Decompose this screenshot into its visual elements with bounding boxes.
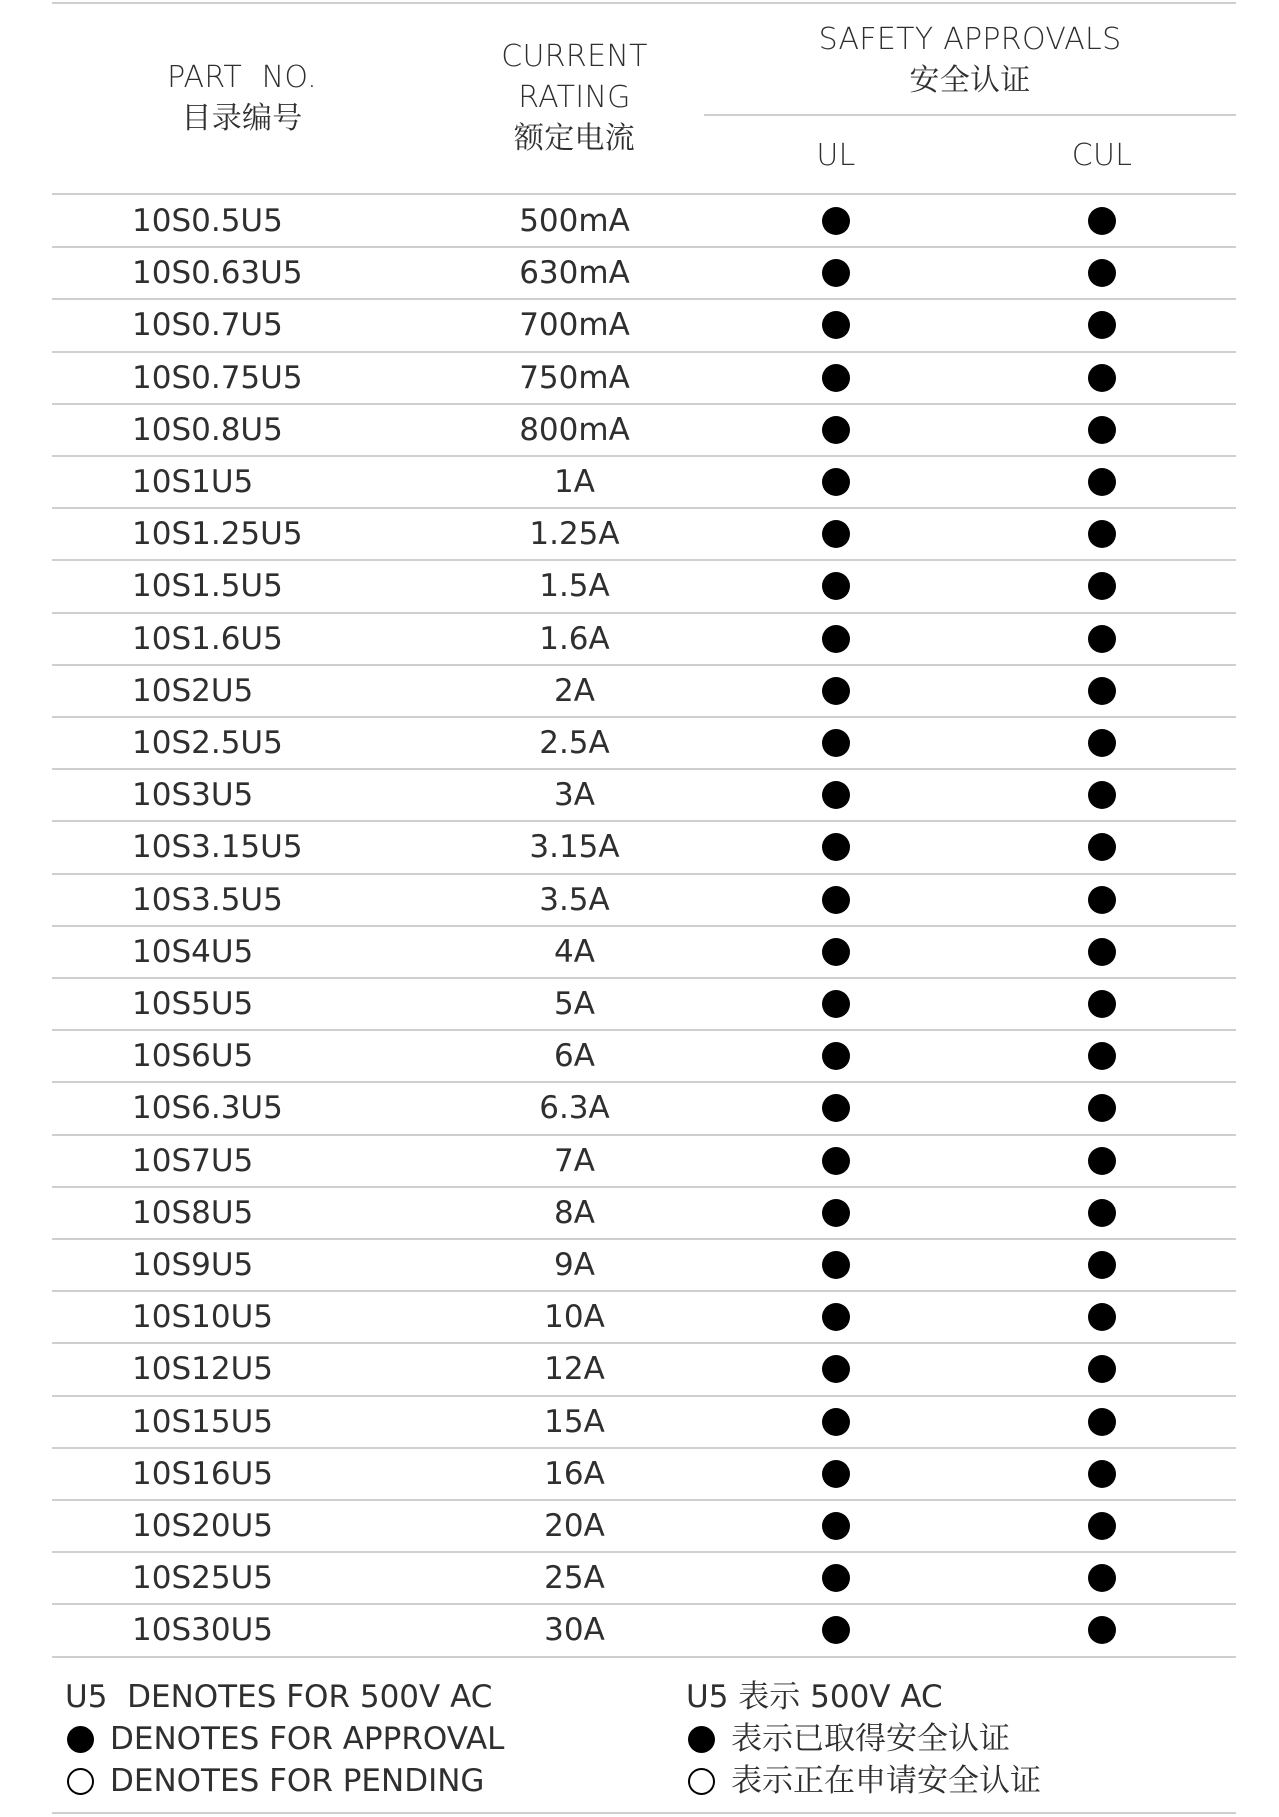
current-rating-cell: 15A xyxy=(544,1403,605,1440)
filled-circle-icon xyxy=(67,1726,94,1753)
table-row xyxy=(52,1552,1236,1604)
table-row xyxy=(52,1291,1236,1343)
table-row xyxy=(52,821,1236,873)
cul-approval-dot-icon xyxy=(1088,1251,1116,1279)
part-number-cell: 10S7U5 xyxy=(132,1142,254,1179)
part-number-cell: 10S20U5 xyxy=(132,1508,273,1544)
ul-approval-dot-icon xyxy=(822,1303,850,1331)
part-number-cell: 10S25U5 xyxy=(132,1560,273,1597)
current-rating-cell: 2A xyxy=(554,672,595,709)
current-rating-cell: 12A xyxy=(544,1351,605,1388)
table-row xyxy=(52,1396,1236,1448)
ul-approval-dot-icon xyxy=(822,1094,850,1122)
part-number-cell: 10S1U5 xyxy=(132,464,254,500)
current-rating-cell: 500mA xyxy=(519,203,630,239)
legend-zh-approval xyxy=(686,1718,1041,1760)
header-part-no xyxy=(112,57,372,139)
ul-approval-dot-icon xyxy=(822,1460,850,1488)
part-number-cell: 10S1.25U5 xyxy=(132,516,303,553)
ul-approval-dot-icon xyxy=(822,207,850,235)
ul-approval-dot-icon xyxy=(822,1251,850,1279)
current-rating-cell: 5A xyxy=(554,986,595,1022)
hollow-circle-icon xyxy=(688,1768,715,1795)
cul-approval-dot-icon xyxy=(1088,938,1116,966)
table-row xyxy=(52,1239,1236,1291)
cul-approval-dot-icon xyxy=(1088,833,1116,861)
part-number-cell: 10S3.5U5 xyxy=(132,881,283,918)
ul-approval-dot-icon xyxy=(822,1512,850,1540)
ul-approval-dot-icon xyxy=(822,886,850,914)
cul-approval-dot-icon xyxy=(1088,207,1116,235)
current-rating-cell: 1.5A xyxy=(539,568,610,605)
part-number-cell: 10S2.5U5 xyxy=(132,725,283,761)
current-rating-cell: 6A xyxy=(554,1038,595,1075)
part-number-cell: 10S8U5 xyxy=(132,1194,254,1231)
part-number-cell: 10S9U5 xyxy=(132,1247,254,1283)
header-cul: CUL xyxy=(1071,138,1133,173)
header-current-rating xyxy=(452,36,697,159)
part-number-cell: 10S1.5U5 xyxy=(132,568,283,605)
part-number-cell: 10S3.15U5 xyxy=(132,829,303,866)
row-rule xyxy=(52,1656,1236,1658)
current-rating-cell: 1.6A xyxy=(539,620,610,657)
ul-approval-dot-icon xyxy=(822,1616,850,1644)
header-safety-approvals-en: SAFETY APPROVALS xyxy=(818,22,1122,57)
ul-approval-dot-icon xyxy=(822,468,850,496)
legend-en-pending-text: DENOTES FOR PENDING xyxy=(110,1763,485,1799)
ul-approval-dot-icon xyxy=(822,833,850,861)
legend-zh-approval-text: 表示已取得安全认证 xyxy=(731,1721,1010,1757)
table-row xyxy=(52,352,1236,404)
header-safety-approvals-zh: 安全认证 xyxy=(909,63,1031,98)
header-part-no-zh: 目录编号 xyxy=(181,101,303,136)
legend-en-approval xyxy=(65,1718,504,1760)
current-rating-cell: 1A xyxy=(554,464,595,500)
cul-approval-dot-icon xyxy=(1088,520,1116,548)
part-number-cell: 10S16U5 xyxy=(132,1455,273,1492)
part-number-cell: 10S0.75U5 xyxy=(132,359,303,396)
ul-approval-dot-icon xyxy=(822,781,850,809)
ul-approval-dot-icon xyxy=(822,1147,850,1175)
legend-en-pending xyxy=(65,1760,504,1802)
cul-approval-dot-icon xyxy=(1088,625,1116,653)
ul-approval-dot-icon xyxy=(822,416,850,444)
current-rating-cell: 30A xyxy=(544,1612,605,1649)
table-row xyxy=(52,508,1236,560)
ul-approval-dot-icon xyxy=(822,311,850,339)
part-number-cell: 10S10U5 xyxy=(132,1299,273,1336)
part-number-cell: 10S2U5 xyxy=(132,672,254,709)
cul-approval-dot-icon xyxy=(1088,416,1116,444)
table-row xyxy=(52,978,1236,1030)
cul-approval-dot-icon xyxy=(1088,677,1116,705)
current-rating-cell: 700mA xyxy=(519,307,630,344)
table-row xyxy=(52,1604,1236,1656)
table-row xyxy=(52,769,1236,821)
ul-approval-dot-icon xyxy=(822,1564,850,1592)
part-number-cell: 10S6U5 xyxy=(132,1038,254,1075)
cul-approval-dot-icon xyxy=(1088,1094,1116,1122)
part-number-cell: 10S1.6U5 xyxy=(132,620,283,657)
table-row xyxy=(52,1082,1236,1134)
cul-approval-dot-icon xyxy=(1088,1512,1116,1540)
header-current-rating-zh: 额定电流 xyxy=(513,121,636,156)
part-number-cell: 10S6.3U5 xyxy=(132,1090,283,1127)
cul-approval-dot-icon xyxy=(1088,1616,1116,1644)
header-current-rating-en-1: CURRENT xyxy=(501,39,648,74)
table-row xyxy=(52,926,1236,978)
table-row xyxy=(52,665,1236,717)
ul-approval-dot-icon xyxy=(822,990,850,1018)
header-safety-approvals xyxy=(704,19,1236,101)
ul-approval-dot-icon xyxy=(822,520,850,548)
cul-approval-dot-icon xyxy=(1088,311,1116,339)
table-row xyxy=(52,195,1236,247)
cul-approval-dot-icon xyxy=(1088,1355,1116,1383)
current-rating-cell: 1.25A xyxy=(529,516,620,553)
part-number-cell: 10S0.63U5 xyxy=(132,255,303,292)
ul-approval-dot-icon xyxy=(822,572,850,600)
cul-approval-dot-icon xyxy=(1088,364,1116,392)
current-rating-cell: 750mA xyxy=(519,359,630,396)
part-number-cell: 10S30U5 xyxy=(132,1612,273,1649)
current-rating-cell: 25A xyxy=(544,1560,605,1597)
cul-approval-dot-icon xyxy=(1088,1199,1116,1227)
cul-approval-dot-icon xyxy=(1088,781,1116,809)
ul-approval-dot-icon xyxy=(822,1355,850,1383)
hollow-circle-icon xyxy=(67,1768,94,1795)
current-rating-cell: 4A xyxy=(554,933,595,970)
part-number-cell: 10S0.5U5 xyxy=(132,203,283,239)
ul-approval-dot-icon xyxy=(822,625,850,653)
current-rating-cell: 3.5A xyxy=(539,881,610,918)
header-part-no-en: PART NO. xyxy=(167,60,317,95)
ul-approval-dot-icon xyxy=(822,364,850,392)
ul-approval-dot-icon xyxy=(822,729,850,757)
table-row xyxy=(52,1343,1236,1395)
part-number-cell: 10S0.8U5 xyxy=(132,411,283,448)
current-rating-cell: 3.15A xyxy=(529,829,620,866)
legend-zh-pending xyxy=(686,1760,1041,1802)
cul-approval-dot-icon xyxy=(1088,468,1116,496)
cul-approval-dot-icon xyxy=(1088,572,1116,600)
cul-approval-dot-icon xyxy=(1088,990,1116,1018)
current-rating-cell: 8A xyxy=(554,1194,595,1231)
approvals-table-sheet xyxy=(52,0,1236,1817)
current-rating-cell: 10A xyxy=(544,1299,605,1336)
table-row xyxy=(52,717,1236,769)
table-top-rule xyxy=(52,2,1236,4)
cul-approval-dot-icon xyxy=(1088,1408,1116,1436)
ul-approval-dot-icon xyxy=(822,938,850,966)
part-number-cell: 10S15U5 xyxy=(132,1403,273,1440)
filled-circle-icon xyxy=(688,1726,715,1753)
header-approvals-rule xyxy=(704,114,1236,116)
table-row xyxy=(52,1500,1236,1552)
part-number-cell: 10S3U5 xyxy=(132,777,254,814)
table-row xyxy=(52,1135,1236,1187)
ul-approval-dot-icon xyxy=(822,677,850,705)
table-row xyxy=(52,1030,1236,1082)
ul-approval-dot-icon xyxy=(822,1408,850,1436)
legend-en-approval-text: DENOTES FOR APPROVAL xyxy=(110,1721,505,1757)
legend-zh xyxy=(686,1676,1041,1802)
table-row xyxy=(52,404,1236,456)
table-row xyxy=(52,560,1236,612)
ul-approval-dot-icon xyxy=(822,1042,850,1070)
table-row xyxy=(52,1448,1236,1500)
table-row xyxy=(52,874,1236,926)
legend-zh-pending-text: 表示正在申请安全认证 xyxy=(731,1763,1041,1799)
header-ul: UL xyxy=(816,138,856,173)
ul-approval-dot-icon xyxy=(822,259,850,287)
ul-approval-dot-icon xyxy=(822,1199,850,1227)
table-row xyxy=(52,613,1236,665)
current-rating-cell: 9A xyxy=(554,1247,595,1283)
current-rating-cell: 2.5A xyxy=(539,725,610,761)
table-row xyxy=(52,456,1236,508)
cul-approval-dot-icon xyxy=(1088,729,1116,757)
part-number-cell: 10S12U5 xyxy=(132,1351,273,1388)
legend-en-u5-note: U5 DENOTES FOR 500V AC xyxy=(65,1679,493,1715)
current-rating-cell: 20A xyxy=(544,1508,605,1544)
table-row xyxy=(52,247,1236,299)
current-rating-cell: 3A xyxy=(554,777,595,814)
cul-approval-dot-icon xyxy=(1088,1147,1116,1175)
current-rating-cell: 6.3A xyxy=(539,1090,610,1127)
cul-approval-dot-icon xyxy=(1088,1042,1116,1070)
current-rating-cell: 630mA xyxy=(519,255,630,292)
cul-approval-dot-icon xyxy=(1088,886,1116,914)
legend-en xyxy=(65,1676,504,1802)
page-bottom-rule xyxy=(52,1812,1236,1814)
legend-zh-u5-note: U5 表示 500V AC xyxy=(686,1679,943,1715)
part-number-cell: 10S5U5 xyxy=(132,986,254,1022)
current-rating-cell: 800mA xyxy=(519,411,630,448)
cul-approval-dot-icon xyxy=(1088,1460,1116,1488)
current-rating-cell: 7A xyxy=(554,1142,595,1179)
cul-approval-dot-icon xyxy=(1088,1303,1116,1331)
part-number-cell: 10S4U5 xyxy=(132,933,254,970)
table-row xyxy=(52,1187,1236,1239)
part-number-cell: 10S0.7U5 xyxy=(132,307,283,344)
current-rating-cell: 16A xyxy=(544,1455,605,1492)
header-current-rating-en-2: RATING xyxy=(518,80,631,115)
cul-approval-dot-icon xyxy=(1088,1564,1116,1592)
cul-approval-dot-icon xyxy=(1088,259,1116,287)
table-row xyxy=(52,299,1236,351)
